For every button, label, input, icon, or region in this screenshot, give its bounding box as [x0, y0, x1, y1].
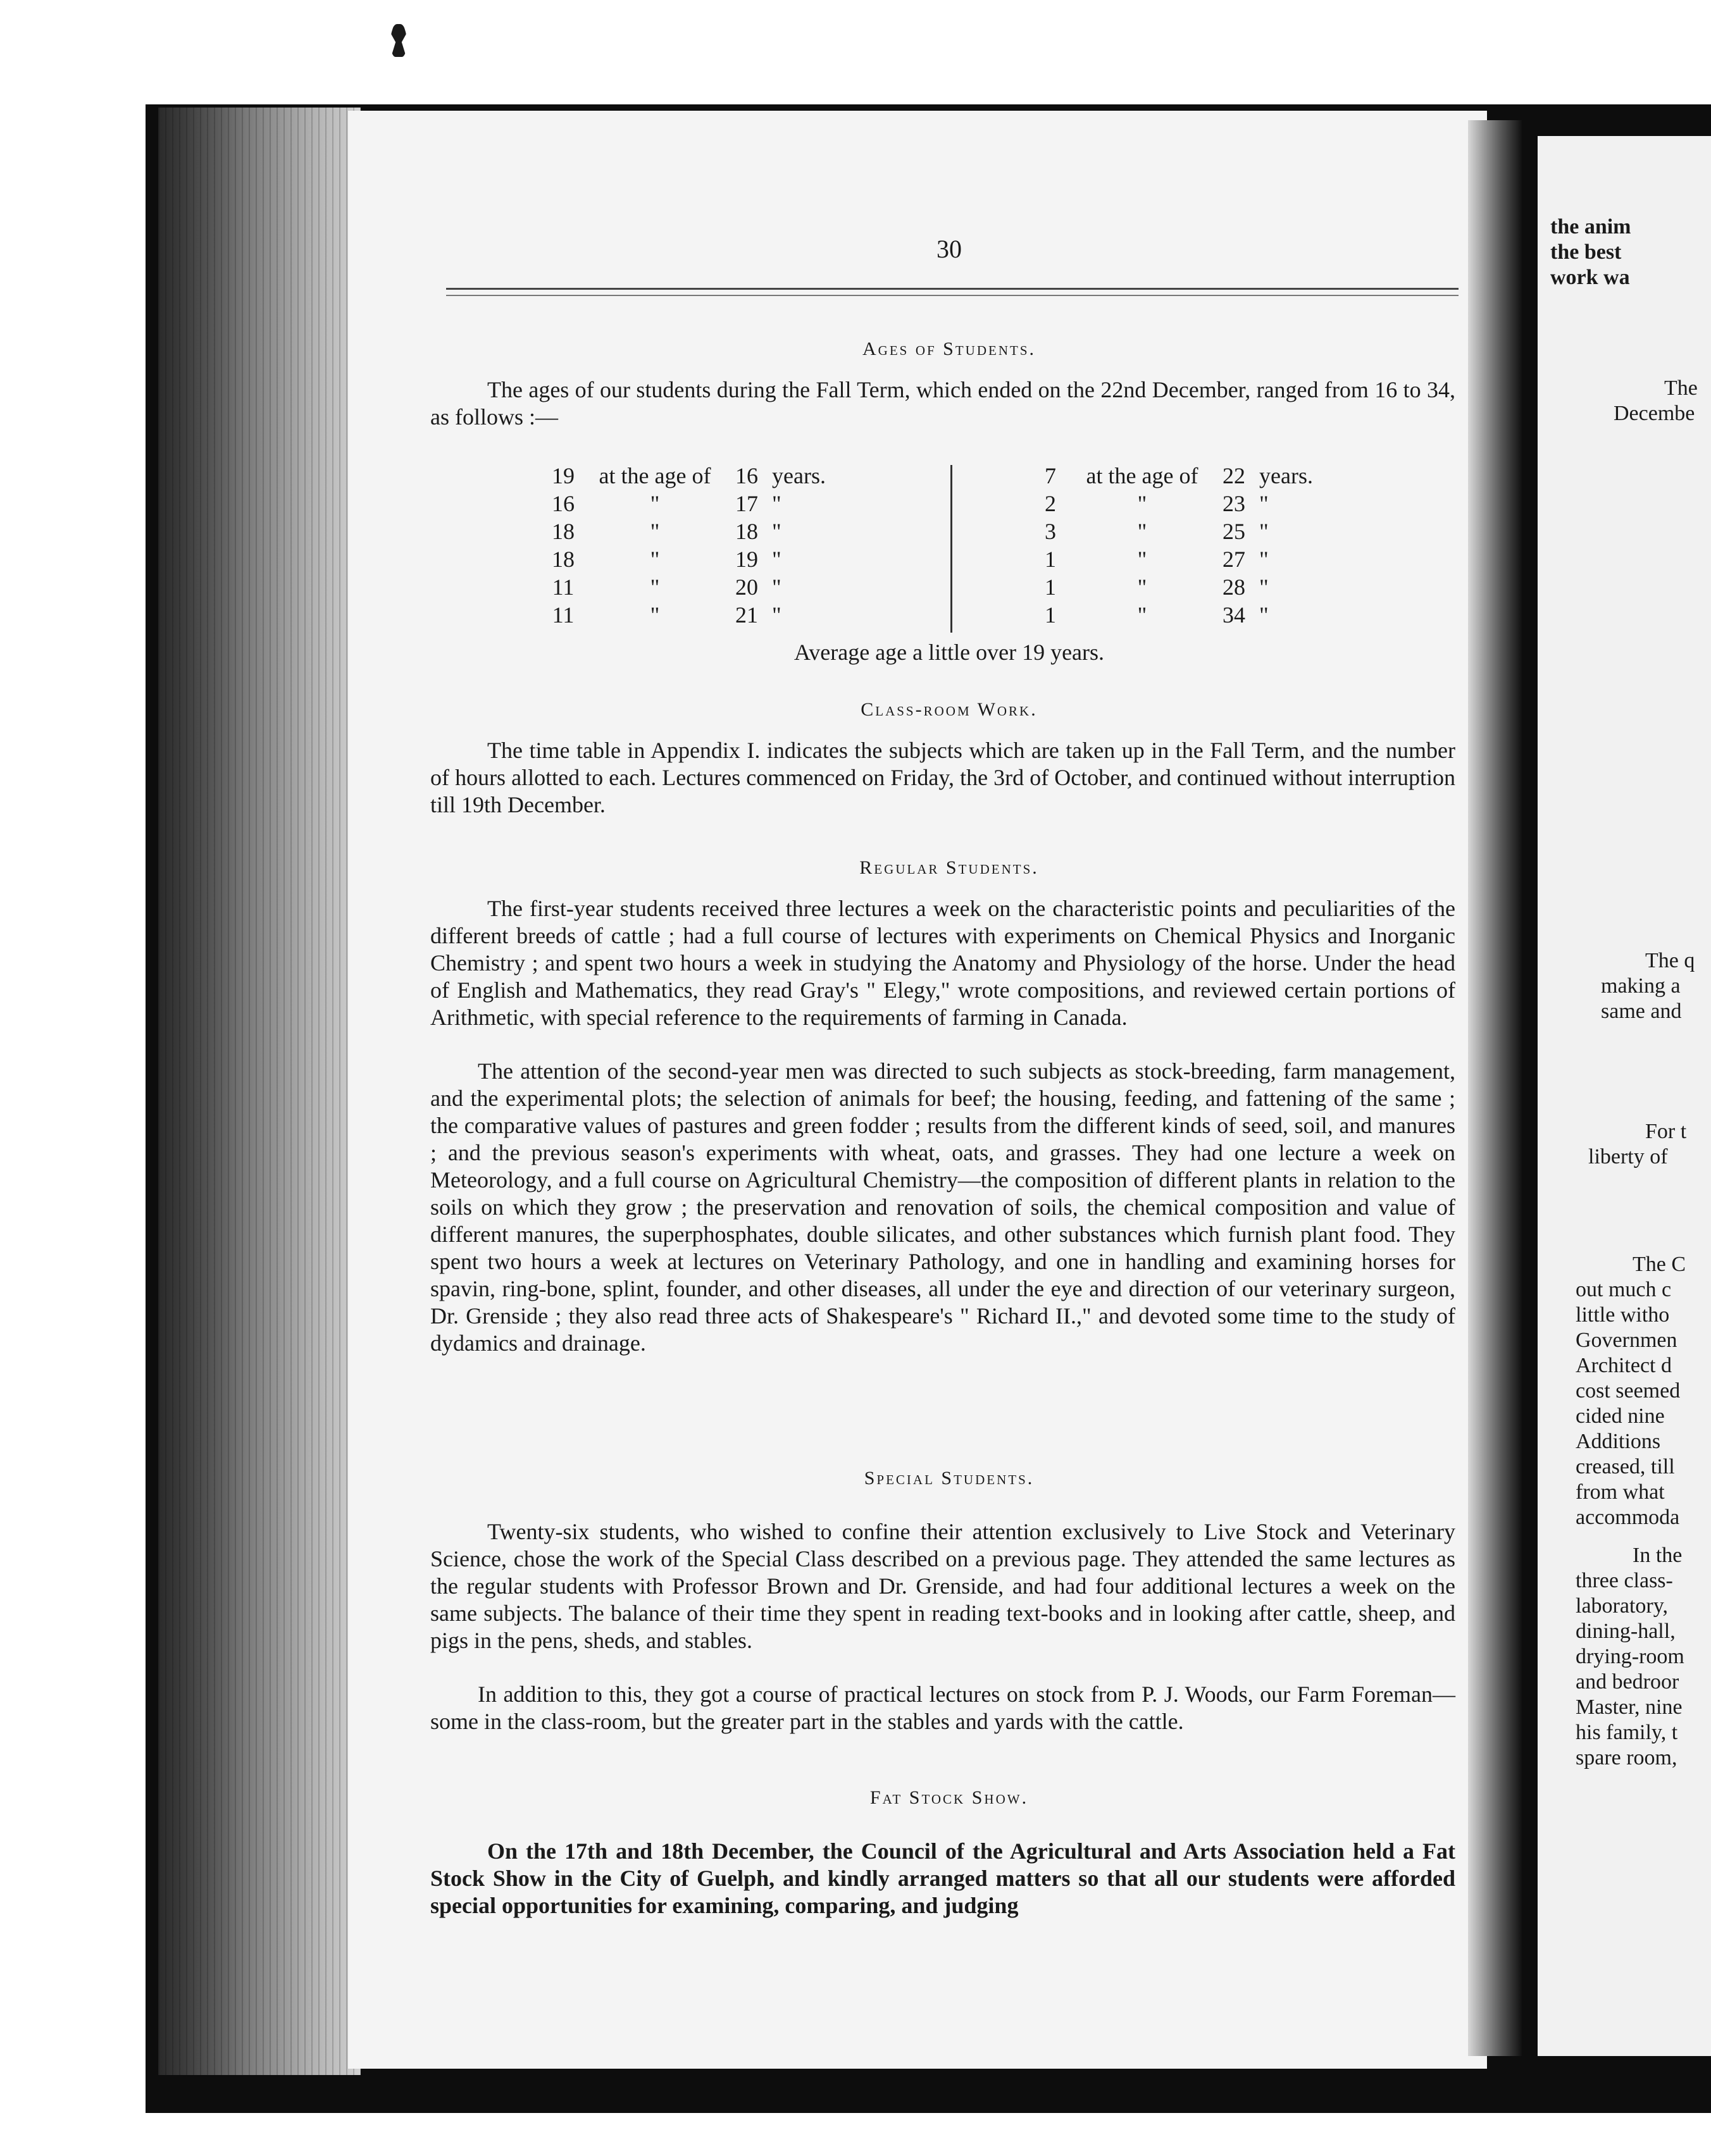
- age-age: 17: [735, 491, 758, 516]
- special-paragraph-1: [430, 1518, 1455, 1654]
- fatstock-paragraph: [430, 1838, 1455, 1919]
- ages-right-row: [1025, 573, 1329, 601]
- age-age: 20: [735, 574, 758, 600]
- right-page-line: Master, nine: [1576, 1695, 1683, 1719]
- ages-intro-text: The ages of our students during the Fall Term, which ended on the 22nd December, ranged from 16 to 34, as follows :—: [430, 377, 1455, 430]
- age-unit: ": [772, 574, 781, 600]
- ages-left-row: [538, 573, 842, 601]
- right-page-line: The C: [1633, 1253, 1686, 1276]
- age-unit: ": [1259, 547, 1269, 572]
- ages-table-right: [1025, 462, 1329, 629]
- age-unit: ": [1259, 574, 1269, 600]
- ages-left-row: [538, 462, 842, 490]
- right-page-line: creased, till: [1576, 1455, 1675, 1478]
- age-text: ": [650, 547, 660, 572]
- right-page-line: his family, t: [1576, 1721, 1678, 1744]
- ages-left-row: [538, 601, 842, 629]
- right-page-line: Additions: [1576, 1430, 1661, 1453]
- age-age: 19: [735, 547, 758, 572]
- right-page-line: work wa: [1550, 266, 1630, 289]
- regular-text-1: The first-year students received three lectures a week on the characteristic points and peculiarities of the different breeds of cattle ; had a full course of lectures with experiments on Chemical Physics and Inorganic Chemistry ; and spent two hours a week in studying the Anatomy and Physiology of the horse. Under the head of English and Mathematics, they read Gray's " Elegy," wrote compositions, and reviewed certain portions of Arithmetic, with special reference to the requirements of farming in Canada.: [430, 896, 1455, 1030]
- age-unit: ": [772, 519, 781, 544]
- age-count: 1: [1045, 547, 1056, 572]
- right-page-line: dining-hall,: [1576, 1620, 1676, 1643]
- age-text: ": [1137, 602, 1147, 628]
- age-text: at the age of: [599, 463, 711, 488]
- ages-intro: [430, 376, 1455, 431]
- age-age: 18: [735, 519, 758, 544]
- age-unit: ": [772, 491, 781, 516]
- right-page-line: spare room,: [1576, 1746, 1677, 1769]
- right-page-line: accommoda: [1576, 1506, 1680, 1529]
- right-page-line: Decembe: [1614, 402, 1695, 425]
- right-page-line: For t: [1645, 1120, 1687, 1143]
- ages-left-row: [538, 545, 842, 573]
- age-text: ": [650, 602, 660, 628]
- right-page-line: drying-room: [1576, 1645, 1684, 1668]
- right-page-line: same and: [1601, 1000, 1682, 1023]
- ages-right-row: [1025, 490, 1329, 517]
- right-page-line: liberty of: [1588, 1145, 1668, 1168]
- scan-artifact-mark: [391, 24, 406, 57]
- book-page-edges: [158, 108, 361, 2075]
- page-number: 30: [936, 235, 962, 263]
- heading-ages: Ages of Students.: [862, 338, 1036, 359]
- ages-table-left: [538, 462, 842, 629]
- age-count: 19: [552, 463, 575, 488]
- right-page-line: from what: [1576, 1480, 1665, 1504]
- ages-right-row: [1025, 601, 1329, 629]
- age-age: 34: [1223, 602, 1245, 628]
- header-rule-thin: [446, 295, 1459, 296]
- right-page-line: and bedroor: [1576, 1670, 1679, 1694]
- right-page-line: making a: [1601, 974, 1681, 998]
- age-unit: years.: [772, 463, 826, 488]
- age-count: 7: [1045, 463, 1056, 488]
- age-age: 25: [1223, 519, 1245, 544]
- right-page-line: Governmen: [1576, 1329, 1677, 1352]
- age-text: ": [650, 491, 660, 516]
- right-page-line: In the: [1633, 1544, 1683, 1567]
- average-age: Average age a little over 19 years.: [793, 640, 1105, 665]
- header-rule-thick: [446, 288, 1459, 290]
- right-page-line: out much c: [1576, 1278, 1672, 1301]
- fatstock-text: On the 17th and 18th December, the Council of the Agricultural and Arts Association held a Fat Stock Show in the City of Guelph, and kindly arranged matters so that all our students were afforded special opportunities for examining, comparing, and judging: [430, 1838, 1455, 1918]
- ages-right-row: [1025, 462, 1329, 490]
- age-count: 11: [552, 602, 575, 628]
- age-count: 11: [552, 574, 575, 600]
- age-text: ": [1137, 519, 1147, 544]
- special-text-1: Twenty-six students, who wished to confine their attention exclusively to Live Stock and Veterinary Science, chose the work of the Special Class described on a previous page. They attended the same lectures as the regular students with Professor Brown and Dr. Grenside, and had four additional lectures a week on the same subjects. The balance of their time they spent in reading text-books and in looking after cattle, sheep, and pigs in the pens, sheds, and stables.: [430, 1519, 1455, 1653]
- age-count: 16: [552, 491, 575, 516]
- age-unit: ": [1259, 519, 1269, 544]
- right-page-line: The: [1664, 376, 1698, 400]
- age-count: 1: [1045, 574, 1056, 600]
- ages-table-divider: [950, 465, 952, 633]
- age-count: 3: [1045, 519, 1056, 544]
- right-page-line: three class-: [1576, 1569, 1673, 1592]
- age-text: ": [1137, 547, 1147, 572]
- right-page-line: Architect d: [1576, 1354, 1672, 1377]
- age-unit: ": [1259, 491, 1269, 516]
- regular-text-2: The attention of the second-year men was directed to such subjects as stock-breeding, farm management, and the experimental plots; the selection of animals for beef; the housing, feeding, and fattening of the same ; the comparative values of pastures and green fodder ; results from the different kinds of seed, soil, and manures ; and the previous season's experiments with wheat, oats, and grasses. They had one lecture a week on Meteorology, and a full course on Agricultural Chemistry—the composition of different plants in relation to the soils on which they grow ; the preservation and renovation of soils, the chemical composition and value of different manures, the superphosphates, double silicates, and other substances which furnish plant food. They spent two hours a week at lectures on Veterinary Pathology, and one in handling and examining horses for spavin, ring-bone, splint, founder, and other diseases, all under the eye and direction of our veterinary surgeon, Dr. Grenside ; they also read three acts of Shakespeare's " Richard II.," and devoted some time to the study of dydamics and drainage.: [430, 1058, 1455, 1356]
- age-unit: years.: [1259, 463, 1313, 488]
- right-page-line: the anim: [1550, 215, 1631, 239]
- heading-fatstock: Fat Stock Show.: [869, 1787, 1029, 1808]
- age-unit: ": [772, 602, 781, 628]
- age-age: 27: [1223, 547, 1245, 572]
- right-page-line: the best: [1550, 240, 1622, 264]
- right-page-line: cost seemed: [1576, 1379, 1681, 1403]
- special-paragraph-2: [430, 1681, 1455, 1735]
- heading-classroom: Class-room Work.: [861, 699, 1038, 720]
- age-text: ": [650, 574, 660, 600]
- age-age: 23: [1223, 491, 1245, 516]
- classroom-paragraph: [430, 737, 1455, 819]
- right-page-line: little witho: [1576, 1303, 1670, 1327]
- age-count: 1: [1045, 602, 1056, 628]
- age-text: at the age of: [1086, 463, 1198, 488]
- age-age: 22: [1223, 463, 1245, 488]
- right-page-fragment: [1538, 136, 1711, 2056]
- ages-left-row: [538, 490, 842, 517]
- ages-right-row: [1025, 517, 1329, 545]
- age-age: 16: [735, 463, 758, 488]
- age-age: 28: [1223, 574, 1245, 600]
- book-gutter: [1468, 120, 1522, 2056]
- heading-special: Special Students.: [864, 1468, 1035, 1489]
- ages-left-row: [538, 517, 842, 545]
- age-unit: ": [772, 547, 781, 572]
- age-text: ": [1137, 574, 1147, 600]
- right-page-line: The q: [1645, 949, 1695, 972]
- classroom-text: The time table in Appendix I. indicates the subjects which are taken up in the Fall Term, and the number of hours allotted to each. Lectures commenced on Friday, the 3rd of October, and continued without interruption till 19th December.: [430, 738, 1455, 817]
- heading-regular: Regular Students.: [859, 857, 1039, 878]
- age-age: 21: [735, 602, 758, 628]
- regular-paragraph-1: [430, 895, 1455, 1031]
- age-text: ": [650, 519, 660, 544]
- age-text: ": [1137, 491, 1147, 516]
- regular-paragraph-2: [430, 1058, 1455, 1357]
- right-page-line: laboratory,: [1576, 1594, 1669, 1618]
- age-count: 2: [1045, 491, 1056, 516]
- special-text-2: In addition to this, they got a course of practical lectures on stock from P. J. Woods, our Farm Foreman—some in the class-room, but the greater part in the stables and yards with the cattle.: [430, 1682, 1455, 1734]
- ages-right-row: [1025, 545, 1329, 573]
- age-count: 18: [552, 519, 575, 544]
- right-page-line: cided nine: [1576, 1404, 1665, 1428]
- age-count: 18: [552, 547, 575, 572]
- age-unit: ": [1259, 602, 1269, 628]
